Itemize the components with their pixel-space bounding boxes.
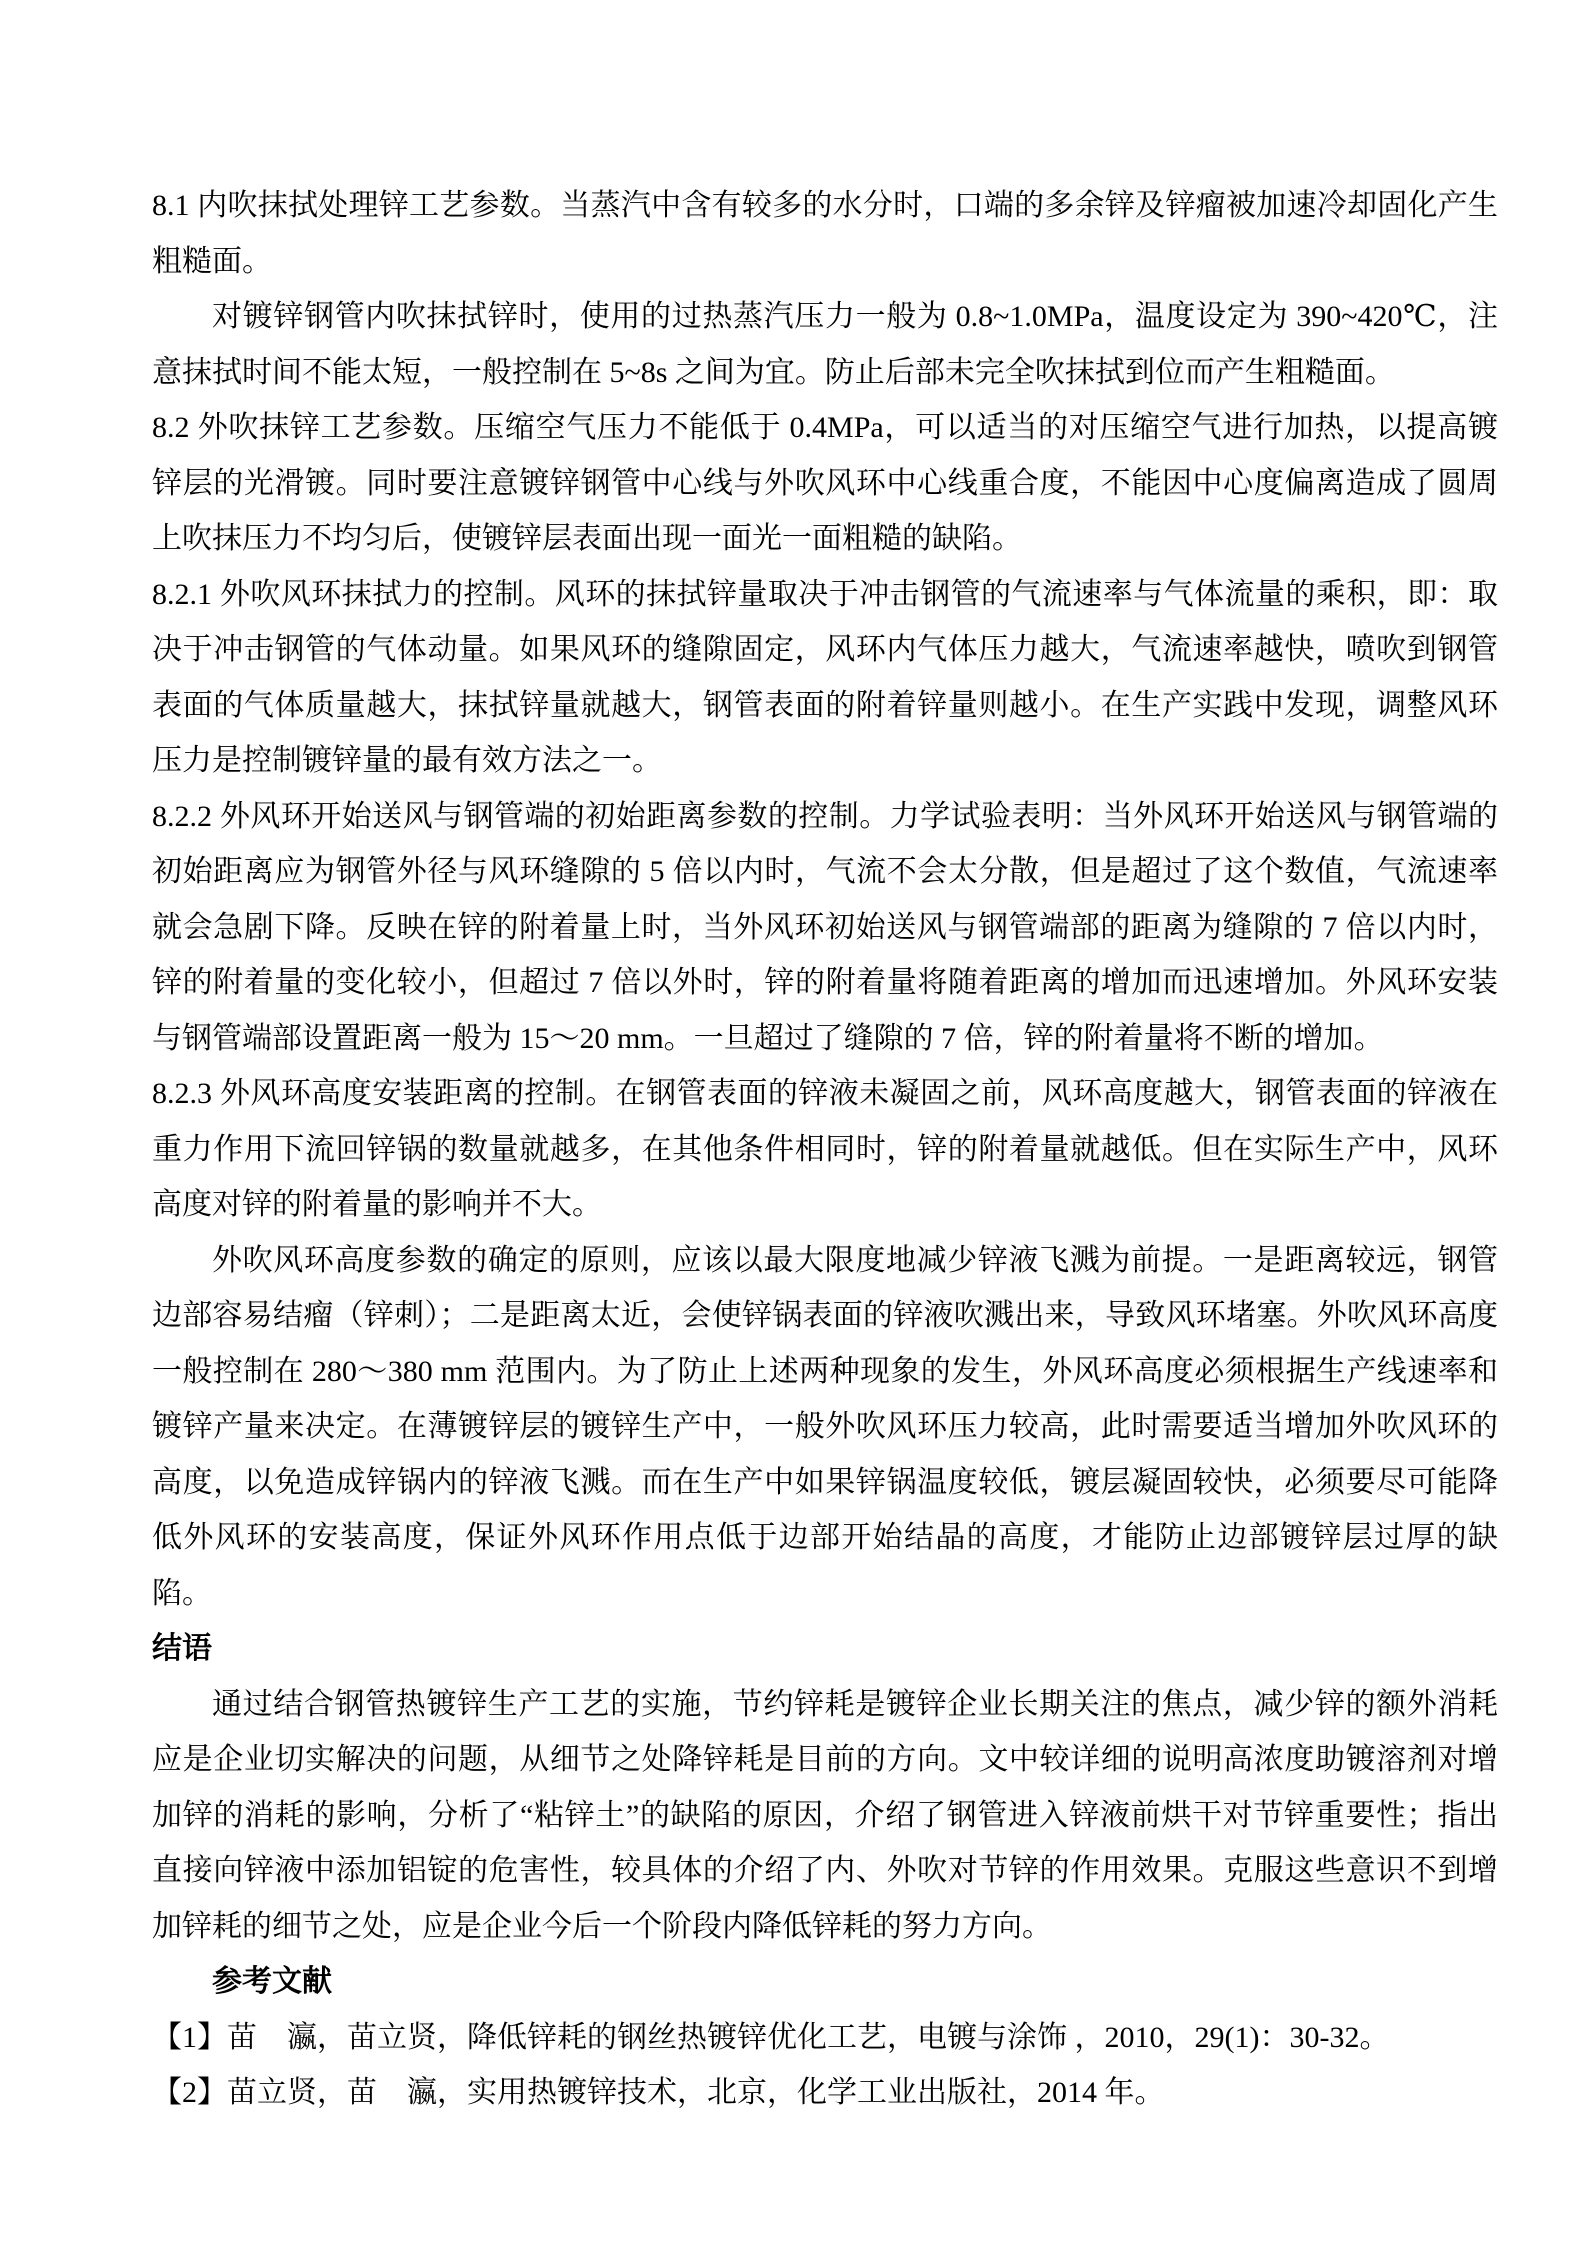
para-8-1-detail: 对镀锌钢管内吹抹拭锌时，使用的过热蒸汽压力一般为 0.8~1.0MPa，温度设定为 390~420℃，注意抹拭时间不能太短，一般控制在 5~8s 之间为宜。防止后部未完全吹抹拭到位而产生粗糙面。 bbox=[152, 300, 1498, 389]
conclusion-heading: 结语 bbox=[152, 1632, 212, 1665]
para-ring-height: 外吹风环高度参数的确定的原则，应该以最大限度地减少锌液飞溅为前提。一是距离较远，钢管边部容易结瘤（锌刺）；二是距离太近，会使锌锅表面的锌液吹溅出来，导致风环堵塞。外吹风环高度一般控制在 280～380 mm 范围内。为了防止上述两种现象的发生，外风环高度必须根据生产线速率和镀锌产量来决定。在薄镀锌层的镀锌生产中，一般外吹风环压力较高，此时需要适当增加外吹风环的高度，以免造成锌锅内的锌液飞溅。而在生产中如果锌锅温度较低，镀层凝固较快，必须要尽可能降低外风环的安装高度，保证外风环作用点低于边部开始结晶的高度，才能防止边部镀锌层过厚的缺陷。 bbox=[152, 1243, 1498, 1610]
para-8-2-1: 8.2.1 外吹风环抹拭力的控制。风环的抹拭锌量取决于冲击钢管的气流速率与气体流量的乘积，即：取决于冲击钢管的气体动量。如果风环的缝隙固定，风环内气体压力越大，气流速率越快，喷吹到钢管表面的气体质量越大，抹拭锌量就越大，钢管表面的附着锌量则越小。在生产实践中发现，调整风环压力是控制镀锌量的最有效方法之一。 bbox=[152, 577, 1498, 777]
para-8-2-3: 8.2.3 外风环高度安装距离的控制。在钢管表面的锌液未凝固之前，风环高度越大，钢管表面的锌液在重力作用下流回锌锅的数量就越多，在其他条件相同时，锌的附着量就越低。但在实际生产中，风环高度对锌的附着量的影响并不大。 bbox=[152, 1077, 1498, 1221]
para-8-2-2: 8.2.2 外风环开始送风与钢管端的初始距离参数的控制。力学试验表明：当外风环开始送风与钢管端的初始距离应为钢管外径与风环缝隙的 5 倍以内时，气流不会太分散，但是超过了这个数值，气流速率就会急剧下降。反映在锌的附着量上时，当外风环初始送风与钢管端部的距离为缝隙的 7 倍以内时，锌的附着量的变化较小，但超过 7 倍以外时，锌的附着量将随着距离的增加而迅速增加。外风环安装与钢管端部设置距离一般为 15～20 mm。一旦超过了缝隙的 7 倍，锌的附着量将不断的增加。 bbox=[152, 799, 1498, 1055]
para-8-1: 8.1 内吹抹拭处理锌工艺参数。当蒸汽中含有较多的水分时，口端的多余锌及锌瘤被加速冷却固化产生粗糙面。 bbox=[152, 189, 1498, 278]
document-content bbox=[152, 178, 1498, 2121]
para-conclusion: 通过结合钢管热镀锌生产工艺的实施，节约锌耗是镀锌企业长期关注的焦点，减少锌的额外消耗应是企业切实解决的问题，从细节之处降锌耗是目前的方向。文中较详细的说明高浓度助镀溶剂对增加锌的消耗的影响，分析了“粘锌土”的缺陷的原因，介绍了钢管进入锌液前烘干对节锌重要性；指出直接向锌液中添加铝锭的危害性，较具体的介绍了内、外吹对节锌的作用效果。克服这些意识不到增加锌耗的细节之处，应是企业今后一个阶段内降低锌耗的努力方向。 bbox=[152, 1687, 1498, 1943]
reference-item-1: 【1】苗 瀛，苗立贤，降低锌耗的钢丝热镀锌优化工艺，电镀与涂饰 ，2010，29(1)：30-32。 bbox=[152, 2020, 1390, 2054]
para-8-2: 8.2 外吹抹锌工艺参数。压缩空气压力不能低于 0.4MPa，可以适当的对压缩空气进行加热，以提高镀锌层的光滑镀。同时要注意镀锌钢管中心线与外吹风环中心线重合度，不能因中心度偏离造成了圆周上吹抹压力不均匀后，使镀锌层表面出现一面光一面粗糙的缺陷。 bbox=[152, 411, 1498, 555]
references-heading: 参考文献 bbox=[212, 1965, 332, 1998]
reference-item-2: 【2】苗立贤，苗 瀛，实用热镀锌技术，北京，化学工业出版社，2014 年。 bbox=[152, 2076, 1165, 2109]
